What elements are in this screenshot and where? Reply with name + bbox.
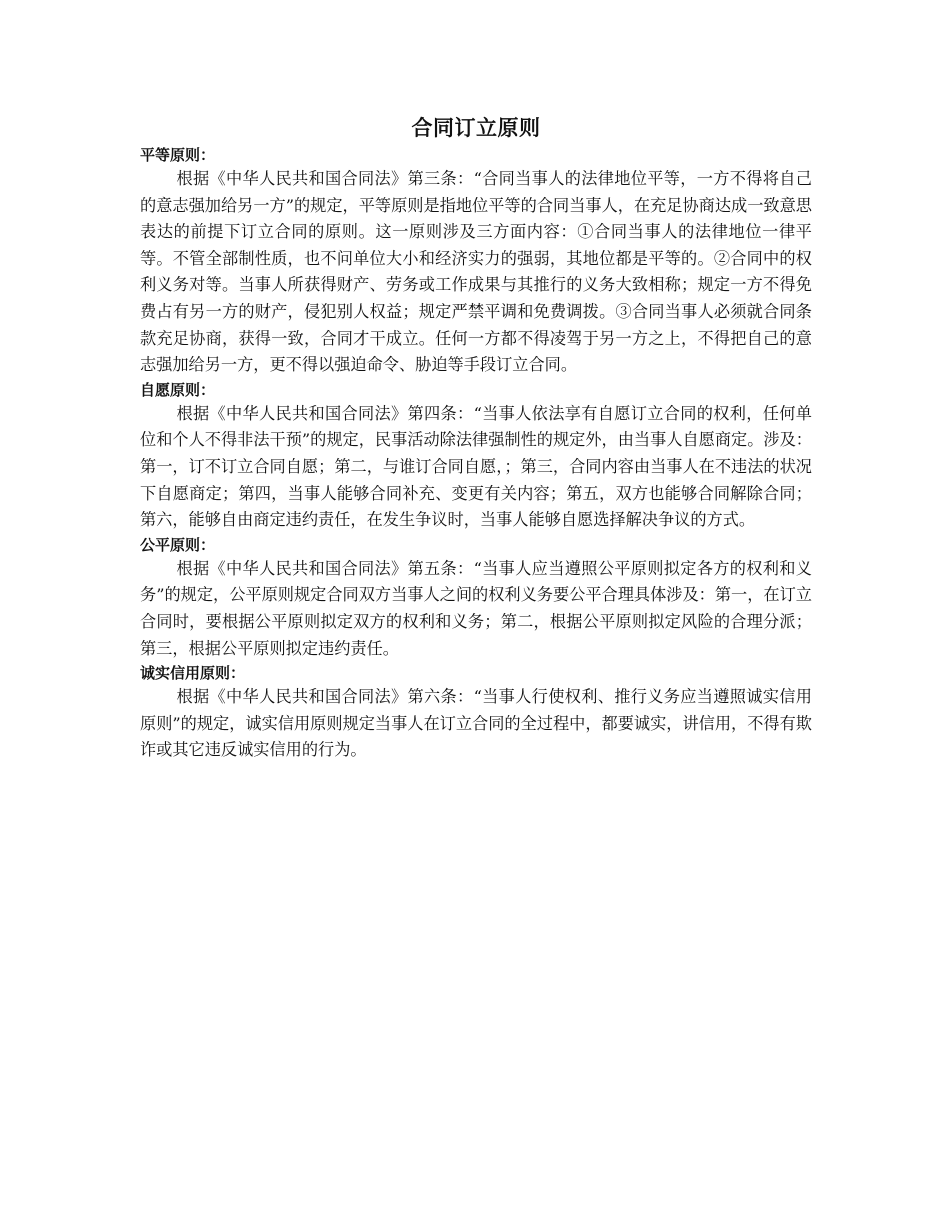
section-voluntary: [140, 379, 812, 534]
section-heading: 平等原则：: [140, 146, 216, 164]
section-heading: 公平原则：: [140, 535, 216, 554]
document-title: 合同订立原则: [411, 116, 541, 140]
section-body: 根据《中华人民共和国合同法》第五条：“当事人应当遵照公平原则拟定各方的权利和义务”的规定，公平原则规定合同双方当事人之间的权利义务要公平合理具体涉及：第一，在订立合同时，要根据公平原则拟定双方的权利和义务；第二，根据公平原则拟定风险的合理分派；第三，根据公平原则拟定违约责任。: [140, 558, 812, 658]
document-page: [140, 112, 812, 764]
section-body: 根据《中华人民共和国合同法》第六条：“当事人行使权利、推行义务应当遵照诚实信用原则”的规定，诚实信用原则规定当事人在订立合同的全过程中，都要诚实，讲信用，不得有欺诈或其它违反诚实信用的行为。: [140, 687, 812, 760]
section-body: 根据《中华人民共和国合同法》第四条：“当事人依法享有自愿订立合同的权利，任何单位和个人不得非法干预”的规定，民事活动除法律强制性的规定外，由当事人自愿商定。涉及：第一，订不订立合同自愿；第二，与谁订合同自愿，；第三，合同内容由当事人在不违法的状况下自愿商定；第四，当事人能够合同补充、变更有关内容；第五，双方也能够合同解除合同；第六，能够自由商定违约责任，在发生争议时，当事人能够自愿选择解决争议的方式。: [140, 403, 812, 530]
section-equality: [140, 144, 812, 379]
section-fairness: [140, 534, 812, 662]
section-heading: 诚实信用原则：: [140, 664, 246, 683]
section-good-faith: [140, 662, 812, 764]
section-body: 根据《中华人民共和国合同法》第三条：“合同当事人的法律地位平等，一方不得将自己的意志强加给另一方”的规定，平等原则是指地位平等的合同当事人，在充足协商达成一致意思表达的前提下订立合同的原则。这一原则涉及三方面内容：①合同当事人的法律地位一律平等。不管全部制性质，也不问单位大小和经济实力的强弱，其地位都是平等的。②合同中的权利义务对等。当事人所获得财产、劳务或工作成果与其推行的义务大致相称；规定一方不得免费占有另一方的财产，侵犯别人权益；规定严禁平调和免费调拨。③合同当事人必须就合同条款充足协商，获得一致，合同才干成立。任何一方都不得凌驾于另一方之上，不得把自己的意志强加给另一方，更不得以强迫命令、胁迫等手段订立合同。: [140, 169, 812, 375]
section-heading: 自愿原则：: [140, 380, 216, 399]
